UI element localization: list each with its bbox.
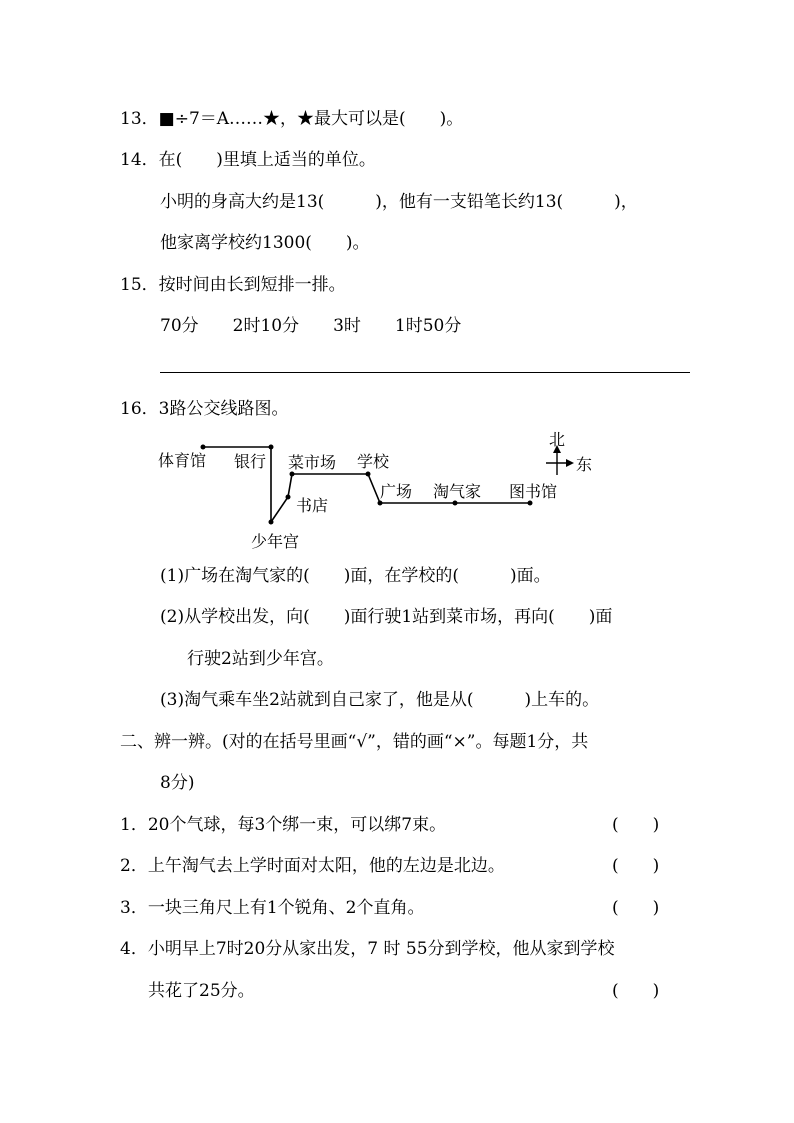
label-caishichang: 菜市场 xyxy=(288,453,337,472)
stop-tushuguan xyxy=(528,501,533,506)
label-xuexiao: 学校 xyxy=(357,452,390,471)
label-tiyuguan: 体育馆 xyxy=(158,451,207,470)
question-16-part3: (3)淘气乘车坐2站就到自己家了，他是从( )上车的。 xyxy=(160,690,600,710)
judge-answer-1[interactable]: ( ) xyxy=(612,815,660,835)
question-16-title: 16．3路公交线路图。 xyxy=(120,399,289,419)
label-tushuguan: 图书馆 xyxy=(509,482,558,501)
judge-item-3: 3．一块三角尺上有1个锐角、2个直角。 xyxy=(120,898,425,918)
section2-heading: 二、辨一辨。(对的在括号里画“√”，错的画“×”。每题1分，共 xyxy=(120,732,589,752)
label-yinhang: 银行 xyxy=(234,452,267,471)
section2-heading-cont: 8分) xyxy=(160,773,195,793)
question-16-part1: (1)广场在淘气家的( )面，在学校的( )面。 xyxy=(160,566,551,586)
question-14-line2: 他家离学校约1300( )。 xyxy=(160,233,370,253)
judge-answer-4[interactable]: ( ) xyxy=(612,981,660,1001)
question-14-line1: 小明的身高大约是13( )，他有一支铅笔长约13( )， xyxy=(160,192,638,212)
question-14-title: 14．在( )里填上适当的单位。 xyxy=(120,150,376,170)
stop-xuexiao xyxy=(366,472,371,477)
question-16-part2a: (2)从学校出发，向( )面行驶1站到菜市场，再向( )面 xyxy=(160,607,613,627)
compass-arrow-east-icon xyxy=(566,459,574,467)
question-13: 13．■÷7＝A……★，★最大可以是( )。 xyxy=(120,109,464,129)
judge-item-1: 1．20个气球，每3个绑一束，可以绑7束。 xyxy=(120,815,447,835)
question-16-part2b: 行驶2站到少年宫。 xyxy=(187,649,334,669)
stop-shaoniangong xyxy=(269,520,274,525)
stop-guangchang xyxy=(378,501,383,506)
compass-east: 东 xyxy=(576,455,593,474)
stop-yinhang xyxy=(269,445,274,450)
question-15-items: 70分 2时10分 3时 1时50分 xyxy=(160,316,462,336)
stop-tiyuguan xyxy=(201,445,206,450)
label-guangchang: 广场 xyxy=(380,482,413,501)
stop-caishichang xyxy=(290,472,295,477)
judge-item-4-cont: 共花了25分。 xyxy=(148,981,255,1001)
stop-shudian xyxy=(286,495,291,500)
judge-answer-2[interactable]: ( ) xyxy=(612,856,660,876)
judge-item-4: 4．小明早上7时20分从家出发，7 时 55分到学校，他从家到学校 xyxy=(120,939,615,959)
question-15-title: 15．按时间由长到短排一排。 xyxy=(120,275,346,295)
stop-taoqijia xyxy=(453,501,458,506)
compass-north: 北 xyxy=(549,430,566,449)
judge-answer-3[interactable]: ( ) xyxy=(612,898,660,918)
label-taoqijia: 淘气家 xyxy=(433,482,482,501)
label-shudian: 书店 xyxy=(296,496,329,515)
judge-item-2: 2．上午淘气去上学时面对太阳，他的左边是北边。 xyxy=(120,856,505,876)
label-shaoniangong: 少年宫 xyxy=(251,532,300,551)
